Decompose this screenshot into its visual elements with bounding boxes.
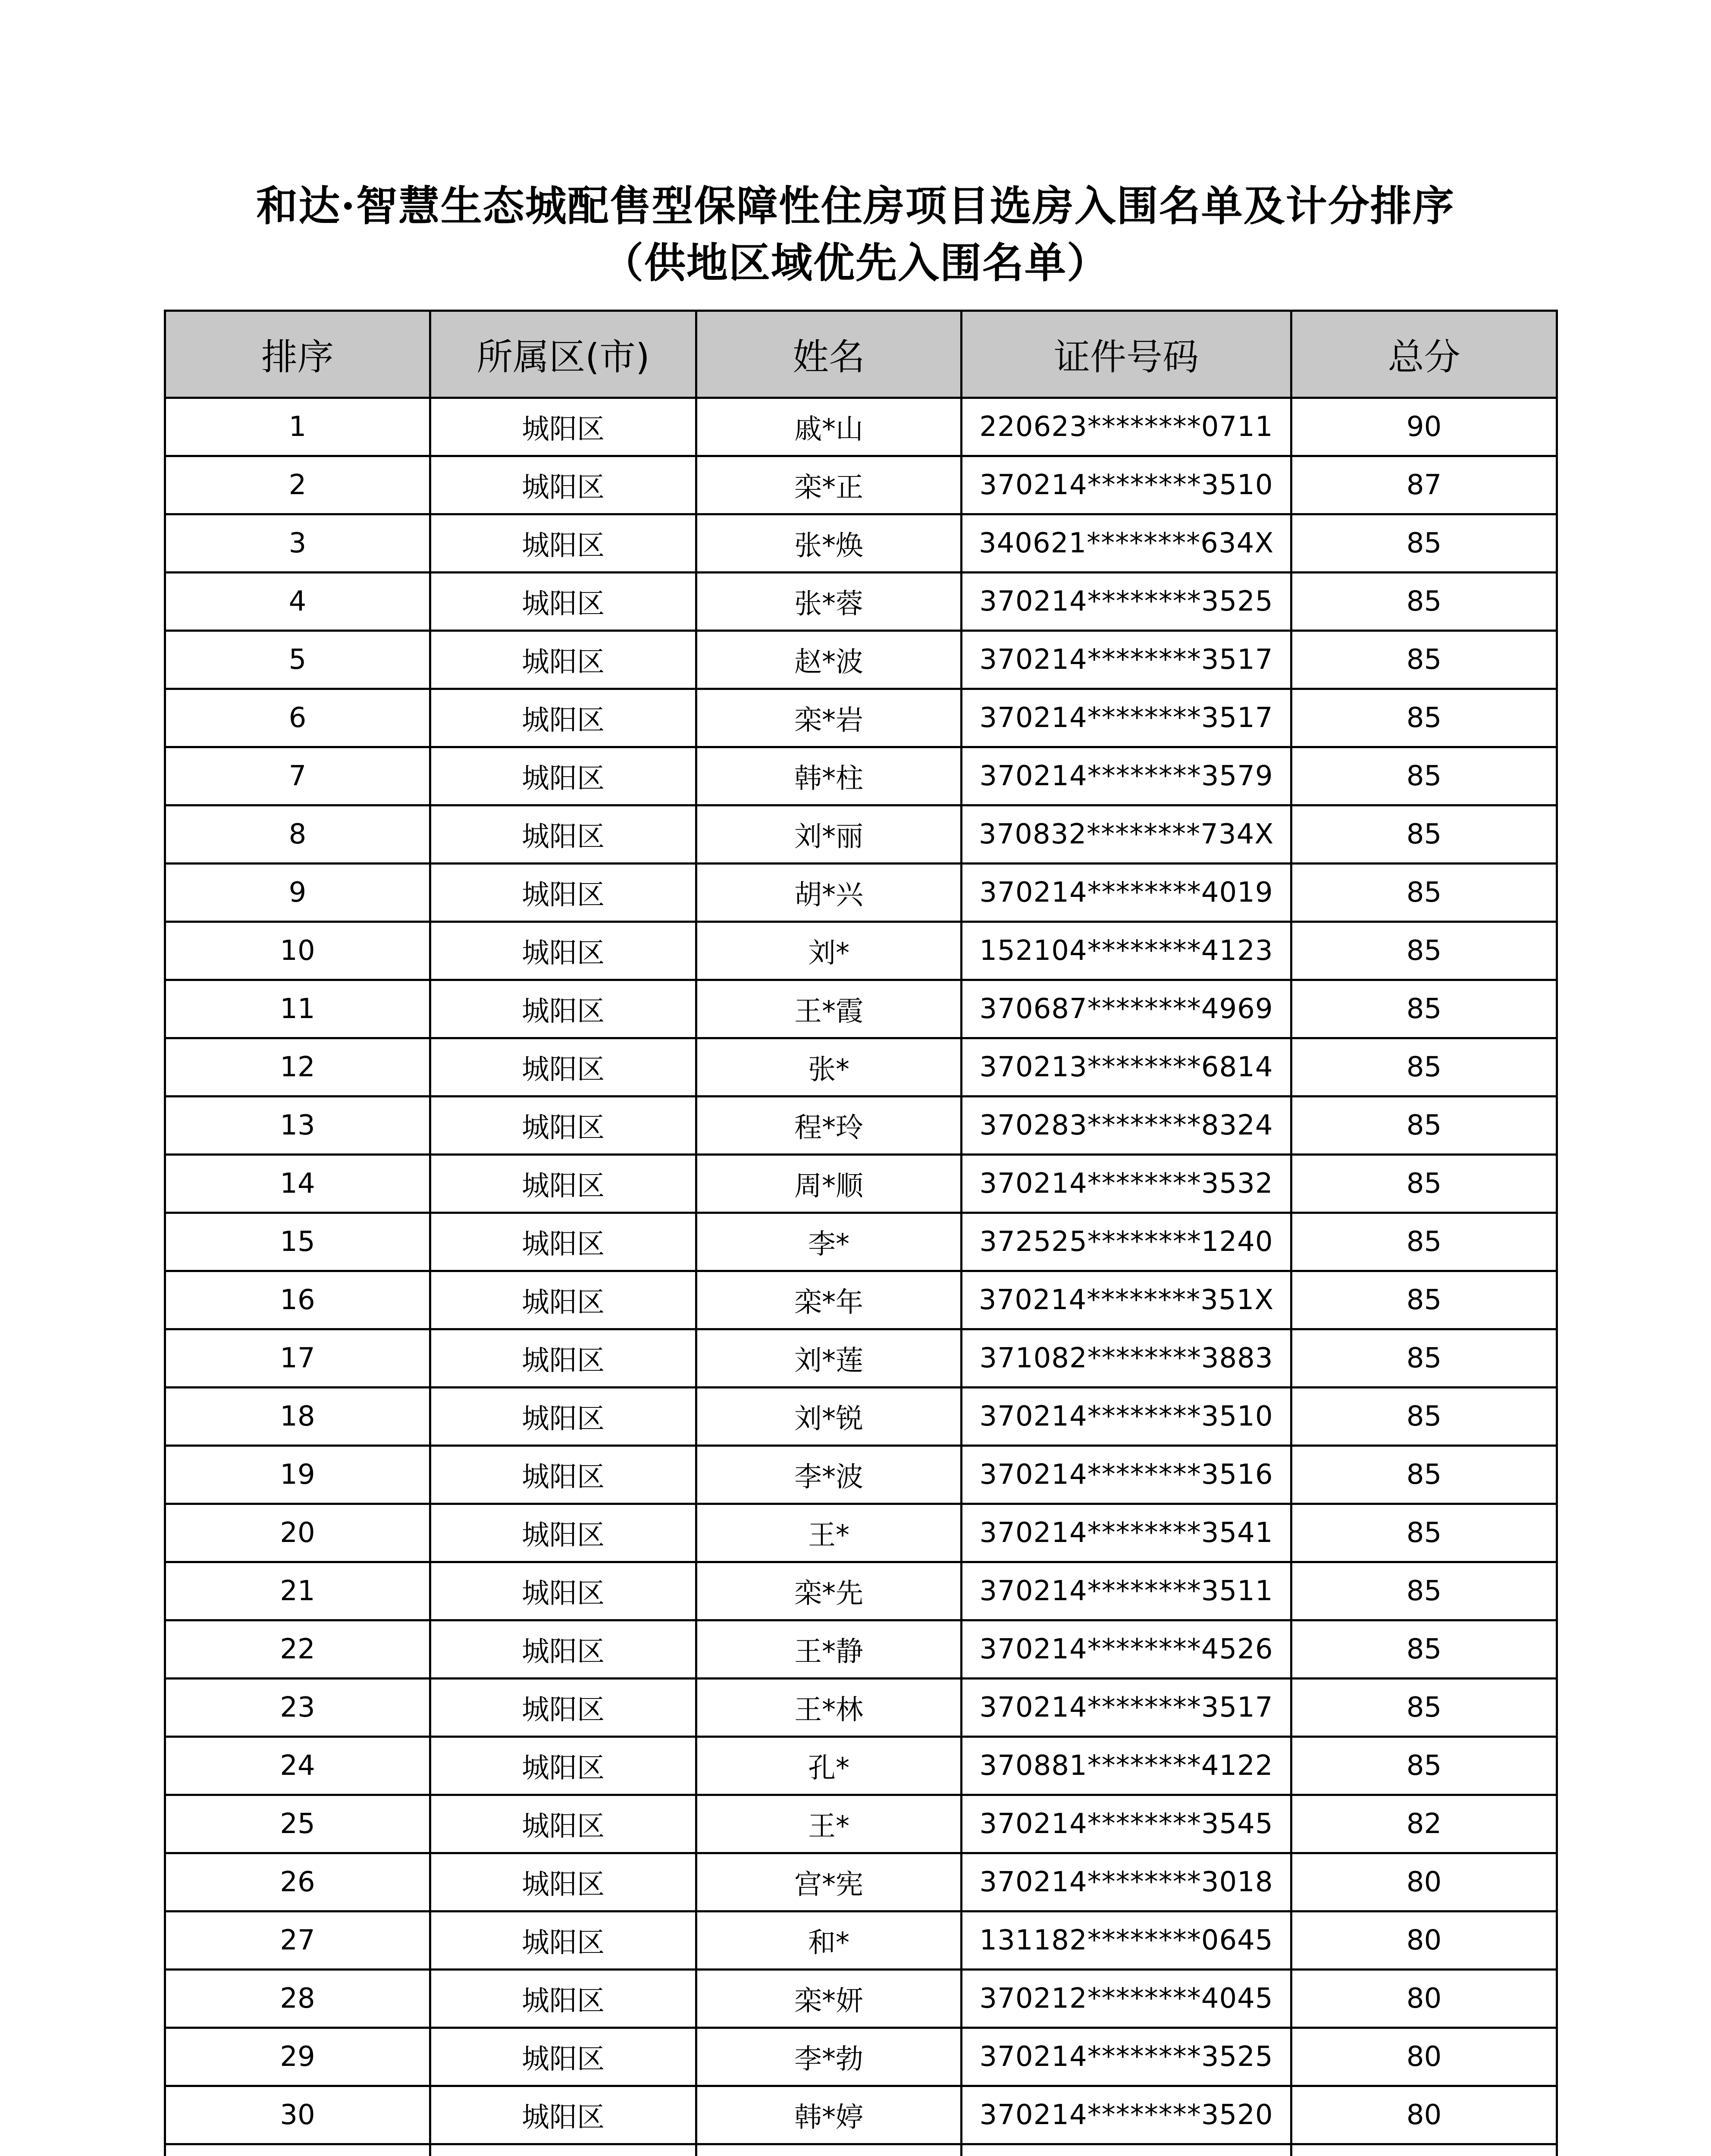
name-cell: 韩*婷 — [696, 2086, 962, 2144]
id-number-cell: 370214********3520 — [962, 2086, 1291, 2144]
table-row — [165, 573, 1557, 631]
table-row — [165, 456, 1557, 514]
name-cell: 李* — [696, 1213, 962, 1271]
district-cell: 城阳区 — [430, 1620, 696, 1679]
score-cell: 85 — [1291, 922, 1557, 980]
table-row — [165, 805, 1557, 864]
rank-cell: 1 — [165, 398, 430, 456]
table-body — [165, 398, 1557, 2156]
score-cell: 85 — [1291, 805, 1557, 864]
id-number-cell: 370214********3517 — [962, 631, 1291, 689]
district-cell: 城阳区 — [430, 1679, 696, 1737]
rank-cell: 18 — [165, 1388, 430, 1446]
id-number-cell: 370214********3511 — [962, 1562, 1291, 1620]
table-row — [165, 2028, 1557, 2086]
id-number-cell: 371082********3883 — [962, 1329, 1291, 1388]
district-cell: 城阳区 — [430, 1970, 696, 2028]
table-row — [165, 1097, 1557, 1155]
name-cell: 栾*妍 — [696, 1970, 962, 2028]
rank-cell: 7 — [165, 747, 430, 805]
score-cell: 80 — [1291, 1912, 1557, 1970]
id-number-cell: 370212********4045 — [962, 1970, 1291, 2028]
rank-cell: 25 — [165, 1795, 430, 1853]
score-cell: 85 — [1291, 573, 1557, 631]
score-cell: 85 — [1291, 1737, 1557, 1795]
id-number-cell: 370214********3516 — [962, 1446, 1291, 1504]
district-cell — [430, 2144, 696, 2156]
header-id-number: 证件号码 — [962, 311, 1291, 398]
id-number-cell: 370214********4526 — [962, 1620, 1291, 1679]
score-cell: 80 — [1291, 2086, 1557, 2144]
name-cell: 王*林 — [696, 1679, 962, 1737]
table-row — [165, 1388, 1557, 1446]
score-cell: 85 — [1291, 1038, 1557, 1097]
score-cell: 85 — [1291, 1504, 1557, 1562]
table-row — [165, 864, 1557, 922]
district-cell: 城阳区 — [430, 1329, 696, 1388]
score-cell: 80 — [1291, 1853, 1557, 1912]
name-cell: 王* — [696, 1795, 962, 1853]
table-row — [165, 747, 1557, 805]
table-row — [165, 1737, 1557, 1795]
table-row — [165, 2086, 1557, 2144]
header-name: 姓名 — [696, 311, 962, 398]
rank-cell: 20 — [165, 1504, 430, 1562]
score-cell: 85 — [1291, 1213, 1557, 1271]
name-cell: 王* — [696, 1504, 962, 1562]
table-row — [165, 1853, 1557, 1912]
table-row — [165, 1271, 1557, 1329]
rank-cell: 6 — [165, 689, 430, 747]
name-cell: 戚*山 — [696, 398, 962, 456]
table-row — [165, 980, 1557, 1038]
id-number-cell: 370214********3541 — [962, 1504, 1291, 1562]
rank-cell — [165, 2144, 430, 2156]
id-number-cell: 370687********4969 — [962, 980, 1291, 1038]
rank-cell: 22 — [165, 1620, 430, 1679]
score-cell: 85 — [1291, 1329, 1557, 1388]
score-cell: 85 — [1291, 1155, 1557, 1213]
document-subtitle: （供地区域优先入围名单） — [602, 238, 1109, 287]
rank-cell: 29 — [165, 2028, 430, 2086]
district-cell: 城阳区 — [430, 747, 696, 805]
district-cell: 城阳区 — [430, 573, 696, 631]
score-cell: 85 — [1291, 1097, 1557, 1155]
district-cell: 城阳区 — [430, 1562, 696, 1620]
score-cell: 85 — [1291, 631, 1557, 689]
district-cell: 城阳区 — [430, 1446, 696, 1504]
district-cell: 城阳区 — [430, 631, 696, 689]
name-cell: 赵*波 — [696, 631, 962, 689]
table-row — [165, 1620, 1557, 1679]
score-cell: 85 — [1291, 1271, 1557, 1329]
district-cell: 城阳区 — [430, 805, 696, 864]
rank-cell: 10 — [165, 922, 430, 980]
id-number-cell: 370213********6814 — [962, 1038, 1291, 1097]
district-cell: 城阳区 — [430, 980, 696, 1038]
name-cell: 张*蓉 — [696, 573, 962, 631]
score-cell: 85 — [1291, 689, 1557, 747]
score-cell: 85 — [1291, 1446, 1557, 1504]
table-row — [165, 1679, 1557, 1737]
rank-cell: 28 — [165, 1970, 430, 2028]
name-cell: 程*玲 — [696, 1097, 962, 1155]
rank-cell: 4 — [165, 573, 430, 631]
name-cell: 和* — [696, 1912, 962, 1970]
score-cell: 85 — [1291, 1620, 1557, 1679]
id-number-cell: 370214********351X — [962, 1271, 1291, 1329]
id-number-cell — [962, 2144, 1291, 2156]
score-cell: 80 — [1291, 2028, 1557, 2086]
district-cell: 城阳区 — [430, 689, 696, 747]
id-number-cell: 370832********734X — [962, 805, 1291, 864]
score-cell: 85 — [1291, 1388, 1557, 1446]
rank-cell: 13 — [165, 1097, 430, 1155]
score-cell: 85 — [1291, 980, 1557, 1038]
table-row — [165, 1912, 1557, 1970]
district-cell: 城阳区 — [430, 1097, 696, 1155]
rank-cell: 30 — [165, 2086, 430, 2144]
score-cell: 80 — [1291, 1970, 1557, 2028]
district-cell: 城阳区 — [430, 1213, 696, 1271]
name-cell: 栾*年 — [696, 1271, 962, 1329]
id-number-cell: 372525********1240 — [962, 1213, 1291, 1271]
id-number-cell: 152104********4123 — [962, 922, 1291, 980]
rank-cell: 14 — [165, 1155, 430, 1213]
id-number-cell: 370214********3517 — [962, 689, 1291, 747]
rank-cell: 9 — [165, 864, 430, 922]
table-row — [165, 1562, 1557, 1620]
district-cell: 城阳区 — [430, 1504, 696, 1562]
rank-cell: 2 — [165, 456, 430, 514]
rank-cell: 21 — [165, 1562, 430, 1620]
table-row — [165, 2144, 1557, 2156]
id-number-cell: 340621********634X — [962, 514, 1291, 573]
id-number-cell: 370881********4122 — [962, 1737, 1291, 1795]
name-cell: 刘*莲 — [696, 1329, 962, 1388]
score-cell: 85 — [1291, 1562, 1557, 1620]
name-cell — [696, 2144, 962, 2156]
district-cell: 城阳区 — [430, 864, 696, 922]
header-rank: 排序 — [165, 311, 430, 398]
name-cell: 刘*丽 — [696, 805, 962, 864]
table-row — [165, 1970, 1557, 2028]
name-cell: 宫*宪 — [696, 1853, 962, 1912]
name-cell: 李*勃 — [696, 2028, 962, 2086]
name-cell: 韩*柱 — [696, 747, 962, 805]
score-cell — [1291, 2144, 1557, 2156]
name-cell: 王*霞 — [696, 980, 962, 1038]
district-cell: 城阳区 — [430, 1737, 696, 1795]
id-number-cell: 370214********4019 — [962, 864, 1291, 922]
district-cell: 城阳区 — [430, 456, 696, 514]
district-cell: 城阳区 — [430, 1155, 696, 1213]
district-cell: 城阳区 — [430, 398, 696, 456]
district-cell: 城阳区 — [430, 1795, 696, 1853]
rank-cell: 23 — [165, 1679, 430, 1737]
id-number-cell: 370214********3545 — [962, 1795, 1291, 1853]
rank-cell: 24 — [165, 1737, 430, 1795]
id-number-cell: 370214********3517 — [962, 1679, 1291, 1737]
table-row — [165, 1038, 1557, 1097]
score-cell: 85 — [1291, 1679, 1557, 1737]
name-cell: 周*顺 — [696, 1155, 962, 1213]
name-cell: 刘*锐 — [696, 1388, 962, 1446]
name-cell: 刘* — [696, 922, 962, 980]
id-number-cell: 370283********8324 — [962, 1097, 1291, 1155]
name-cell: 栾*正 — [696, 456, 962, 514]
rank-cell: 17 — [165, 1329, 430, 1388]
rank-cell: 11 — [165, 980, 430, 1038]
table-row — [165, 398, 1557, 456]
table-row — [165, 1504, 1557, 1562]
rank-cell: 16 — [165, 1271, 430, 1329]
document-title: 和达·智慧生态城配售型保障性住房项目选房入围名单及计分排序 — [256, 182, 1455, 230]
table-row — [165, 631, 1557, 689]
rank-cell: 3 — [165, 514, 430, 573]
district-cell: 城阳区 — [430, 1388, 696, 1446]
id-number-cell: 131182********0645 — [962, 1912, 1291, 1970]
name-cell: 王*静 — [696, 1620, 962, 1679]
table-row — [165, 689, 1557, 747]
id-number-cell: 370214********3525 — [962, 573, 1291, 631]
name-cell: 胡*兴 — [696, 864, 962, 922]
rank-cell: 12 — [165, 1038, 430, 1097]
id-number-cell: 370214********3525 — [962, 2028, 1291, 2086]
table-header-row — [165, 311, 1557, 398]
name-cell: 孔* — [696, 1737, 962, 1795]
header-total-score: 总分 — [1291, 311, 1557, 398]
table-row — [165, 1213, 1557, 1271]
district-cell: 城阳区 — [430, 1038, 696, 1097]
shortlist-table — [164, 310, 1558, 2156]
name-cell: 李*波 — [696, 1446, 962, 1504]
score-cell: 85 — [1291, 747, 1557, 805]
score-cell: 90 — [1291, 398, 1557, 456]
score-cell: 85 — [1291, 514, 1557, 573]
name-cell: 张*焕 — [696, 514, 962, 573]
score-cell: 82 — [1291, 1795, 1557, 1853]
rank-cell: 15 — [165, 1213, 430, 1271]
rank-cell: 27 — [165, 1912, 430, 1970]
name-cell: 栾*先 — [696, 1562, 962, 1620]
district-cell: 城阳区 — [430, 2086, 696, 2144]
score-cell: 85 — [1291, 864, 1557, 922]
name-cell: 张* — [696, 1038, 962, 1097]
id-number-cell: 370214********3579 — [962, 747, 1291, 805]
table-row — [165, 1446, 1557, 1504]
rank-cell: 8 — [165, 805, 430, 864]
table-row — [165, 1329, 1557, 1388]
district-cell: 城阳区 — [430, 1912, 696, 1970]
header-district: 所属区(市) — [430, 311, 696, 398]
table-row — [165, 1795, 1557, 1853]
id-number-cell: 220623********0711 — [962, 398, 1291, 456]
district-cell: 城阳区 — [430, 514, 696, 573]
score-cell: 87 — [1291, 456, 1557, 514]
district-cell: 城阳区 — [430, 1271, 696, 1329]
rank-cell: 5 — [165, 631, 430, 689]
district-cell: 城阳区 — [430, 1853, 696, 1912]
id-number-cell: 370214********3510 — [962, 456, 1291, 514]
name-cell: 栾*岩 — [696, 689, 962, 747]
district-cell: 城阳区 — [430, 922, 696, 980]
id-number-cell: 370214********3532 — [962, 1155, 1291, 1213]
table-row — [165, 1155, 1557, 1213]
id-number-cell: 370214********3510 — [962, 1388, 1291, 1446]
id-number-cell: 370214********3018 — [962, 1853, 1291, 1912]
rank-cell: 26 — [165, 1853, 430, 1912]
rank-cell: 19 — [165, 1446, 430, 1504]
table-row — [165, 922, 1557, 980]
district-cell: 城阳区 — [430, 2028, 696, 2086]
table-row — [165, 514, 1557, 573]
